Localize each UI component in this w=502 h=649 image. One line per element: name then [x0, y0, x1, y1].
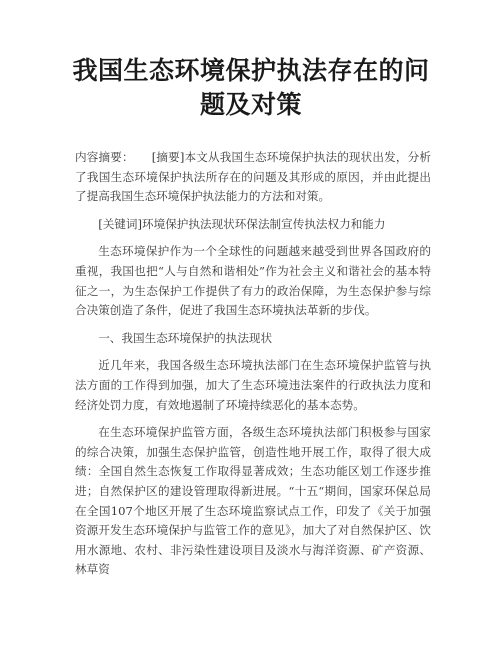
abstract-text: [摘要]本文从我国生态环境保护执法的现状出发，分析了我国生态环境保护执法所存在的问题及其形成的原因，并由此提出了提高我国生态环境保护执法能力的方法和对策。: [75, 150, 431, 204]
document-body: [75, 148, 431, 588]
document-title: 我国生态环境保护执法存在的问题及对策: [72, 56, 430, 119]
body-paragraph: 近几年来，我国各级生态环境执法部门在生态环境保护监管与执法方面的工作得到加强，加大了生态环境违法案件的行政执法力度和经济处罚力度，有效地遏制了环境持续恶化的基本态势。: [75, 358, 431, 412]
keywords-paragraph: [关键词]环境保护执法现状环保法制宣传执法权力和能力: [98, 216, 386, 231]
abstract-paragraph: [75, 148, 431, 207]
section-heading: 一、我国生态环境保护的执法现状: [98, 330, 273, 345]
intro-paragraph: 生态环境保护作为一个全球性的问题越来越受到世界各国政府的重视，我国也把“人与自然和谐相处”作为社会主义和谐社会的基本特征之一，为生态保护工作提供了有力的政治保障，为生态保护参与综合决策创造了条件，促进了我国生态环境执法革新的步伐。: [75, 244, 431, 318]
body-paragraph: 在生态环境保护监管方面，各级生态环境执法部门积极参与国家的综合决策，加强生态保护监管，创造性地开展工作，取得了很大成绩：全国自然生态恢复工作取得显著成效；生态功能区划工作逐步推进；自然保护区的建设管理取得新进展。“十五“期间，国家环保总局在全国107个地区开展了生态环境监察试点工作，印发了《关于加强资源开发生态环境保护与监管工作的意见》，加大了对自然保护区、饮用水源地、农村、非污染性建设项目及淡水与海洋资源、矿产资源、林草资: [75, 425, 431, 577]
abstract-label: 内容摘要：: [75, 150, 134, 164]
